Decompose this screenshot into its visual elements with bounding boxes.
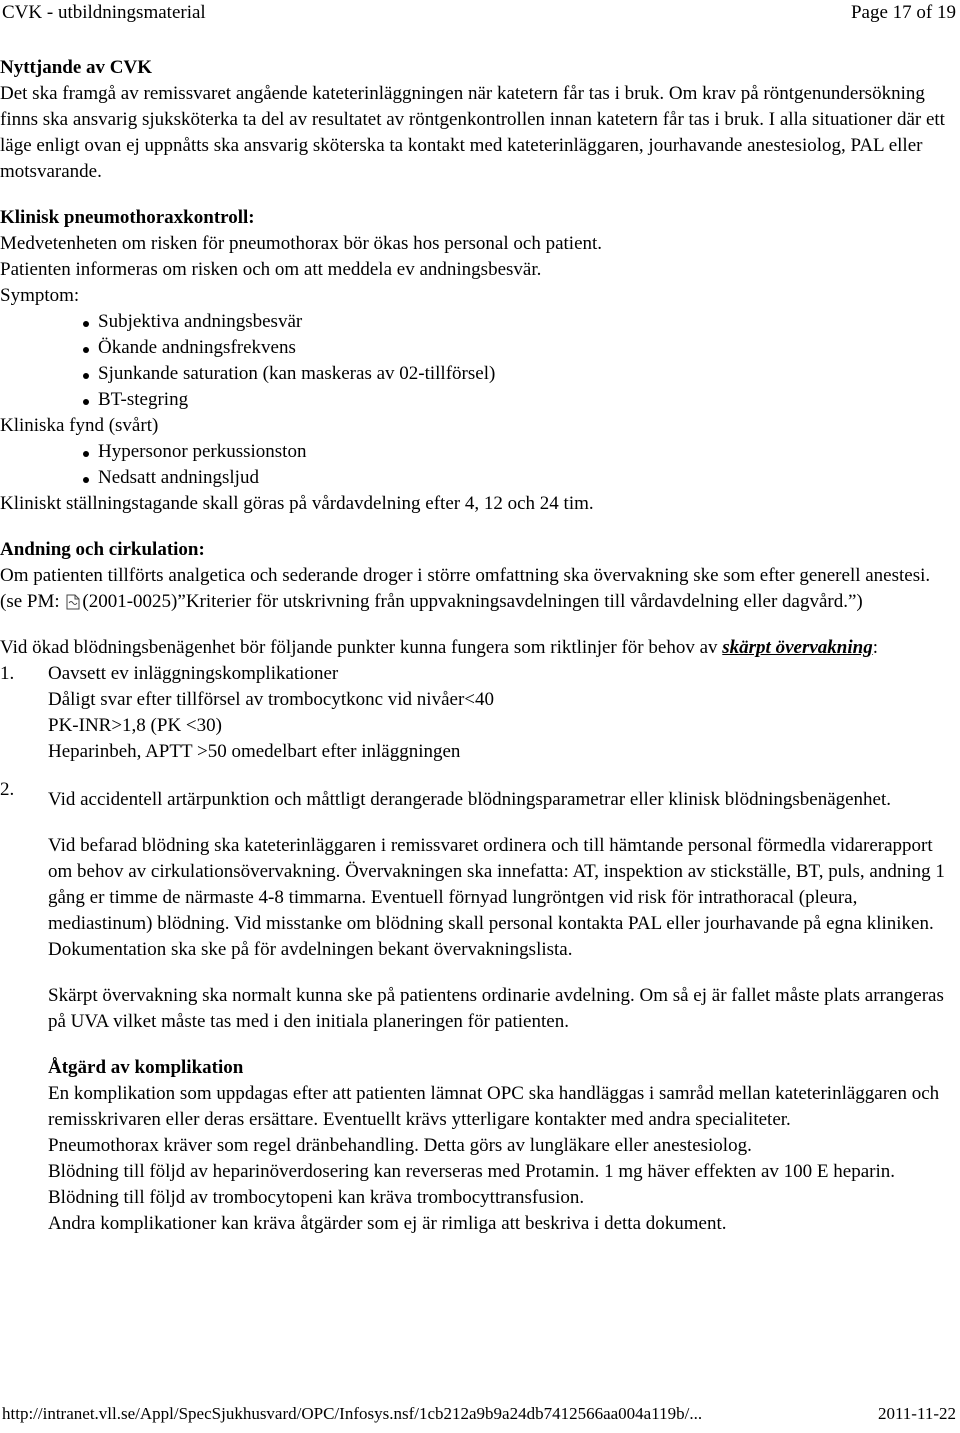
atgard-p2: Pneumothorax kräver som regel dränbehandling. Detta görs av lungläkare eller anestesiolog. [48, 1135, 752, 1156]
list-item-line: Dåligt svar efter tillförsel av trombocytkonc vid nivåer<40 [48, 689, 494, 710]
list-item: Hypersonor perkussionston [68, 439, 952, 465]
document-link-icon[interactable] [66, 594, 80, 610]
heading-atgard: Åtgärd av komplikation [48, 1057, 244, 1078]
pneumo-line-2: Patienten informeras om risken och om att meddela ev andningsbesvär. [0, 259, 542, 280]
footer-url[interactable]: http://intranet.vll.se/Appl/SpecSjukhusvard/OPC/Infosys.nsf/1cb212a9b9a24db7412566aa004a119b/... [2, 1404, 703, 1423]
atgard-p4: Blödning till följd av trombocytopeni kan kräva trombocyttransfusion. [48, 1187, 585, 1208]
atgard-p5: Andra komplikationer kan kräva åtgärder som ej är rimliga att beskriva i detta dokument. [48, 1213, 727, 1234]
list-item: Sjunkande saturation (kan maskeras av 02-tillförsel) [68, 361, 952, 387]
findings-list [0, 439, 952, 491]
atgard-p1: En komplikation som uppdagas efter att patienten lämnat OPC ska handläggas i samråd mellan kateterinläggaren och remisskrivaren eller deras ersättare. Eventuellt krävs ytterligare kontakter med andra specialiteter. [48, 1083, 940, 1130]
emphasis-skarpt-overvakning: skärpt övervakning [722, 637, 873, 658]
list-item-text: Vid accidentell artärpunktion och måttligt derangerade blödningsparametrar eller klinisk blödningsbenägenhet. [48, 789, 892, 810]
list-number: 2. [0, 779, 15, 800]
pneumo-conclusion: Kliniskt ställningstagande skall göras på vårdavdelning efter 4, 12 och 24 tim. [0, 493, 594, 514]
paragraph-andning: Om patienten tillförts analgetica och sederande droger i större omfattning ska övervakning ske som efter generell anestesi.(se PM: (2001-0025)”Kriterier för utskrivning från uppvakningsavdelningen till vårdavdelning eller dagvård.”) [0, 565, 931, 612]
document-body [0, 55, 952, 1237]
page-footer [0, 1403, 960, 1425]
list-item: BT-stegring [68, 387, 952, 413]
list-item-line: PK-INR>1,8 (PK <30) [48, 715, 222, 736]
heading-nyttjande: Nyttjande av CVK [0, 57, 152, 78]
paragraph-skarpt: Skärpt övervakning ska normalt kunna ske på patientens ordinarie avdelning. Om så ej är fallet måste plats arrangeras på UVA vilket måste tas med i den initiala planeringen för patienten. [48, 985, 944, 1032]
heading-andning: Andning och cirkulation: [0, 539, 205, 560]
symptom-label: Symptom: [0, 285, 80, 306]
document-title: CVK - utbildningsmaterial [2, 2, 206, 23]
symptom-list [0, 309, 952, 413]
list-item-title: Oavsett ev inläggningskomplikationer [48, 663, 339, 684]
atgard-p3: Blödning till följd av heparinöverdosering kan reverseras med Protamin. 1 mg häver effekten av 100 E heparin. [48, 1161, 896, 1182]
list-item: Nedsatt andningsljud [68, 465, 952, 491]
findings-label: Kliniska fynd (svårt) [0, 415, 159, 436]
list-item-line: Heparinbeh, APTT >50 omedelbart efter inläggningen [48, 741, 461, 762]
heading-pneumothorax: Klinisk pneumothoraxkontroll: [0, 207, 255, 228]
paragraph-nyttjande: Det ska framgå av remissvaret angående kateterinläggningen när katetern får tas i bruk. Om krav på röntgenundersökning finns ska ansvarig sjuksköterka ta del av resultatet av röntgenkontrollen innan katetern får tas i bruk. I alla situationer där ett läge enligt ovan ej uppnåtts ska ansvarig sköterska ta kontakt med kateterinläggaren, jourhavande anestesiolog, PAL eller motsvarande. [0, 83, 945, 182]
list-number: 1. [0, 663, 15, 684]
list-item: Subjektiva andningsbesvär [68, 309, 952, 335]
list-item: Ökande andningsfrekvens [68, 335, 952, 361]
list-item-1 [0, 661, 952, 765]
footer-date: 2011-11-22 [877, 1404, 956, 1423]
page-header [0, 0, 960, 26]
paragraph-riktlinjer: Vid ökad blödningsbenägenhet bör följande punkter kunna fungera som riktlinjer för behov av skärpt övervakning: [0, 637, 878, 658]
list-item-2 [0, 779, 952, 813]
page-number: Page 17 of 19 [850, 2, 956, 23]
pneumo-line-1: Medvetenheten om risken för pneumothorax bör ökas hos personal och patient. [0, 233, 603, 254]
paragraph-befarad: Vid befarad blödning ska kateterinläggaren i remissvaret ordinera och till hämtande personal förmedla vidarerapport om behov av cirkulationsövervakning. Övervakningen ska innefatta: AT, inspektion av stickställe, BT, puls, andning 1 gång er timme de närmaste 4-8 timmarna. Eventuell förnyad lungröntgen vid risk för intrathoracal (pleura, mediastinum) blödning. Vid misstanke om blödning skall personal kontakta PAL eller jourhavande på egna kliniken. Dokumentation ska ske på för avdelningen bekant övervakningslista. [48, 835, 945, 960]
